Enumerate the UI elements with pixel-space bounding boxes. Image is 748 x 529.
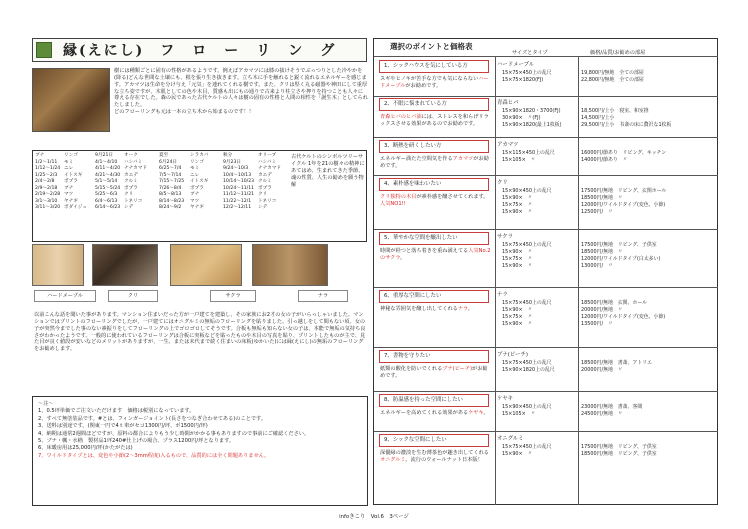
photo-cherry <box>170 244 242 286</box>
calendar-cell: 11/12〜11/21 <box>223 192 255 198</box>
price-row: 18500円/無地 玄関、ホール <box>581 300 648 306</box>
size-list <box>502 108 562 129</box>
column-header-price: 価格/品質/お勧めの部屋 <box>590 50 646 56</box>
calendar-cell: ハシバミ <box>258 159 277 165</box>
row-divider <box>374 431 718 432</box>
size-row: 15×75×1820(FJ) <box>502 76 544 83</box>
calendar-cell: 3/11〜3/20 <box>35 205 61 211</box>
calendar-cell: シデ <box>258 205 268 211</box>
calendar-cell: 2/19〜2/28 <box>35 192 61 198</box>
photo-hard-maple <box>32 244 84 286</box>
note-item: 4、納期は通常2週間ほどですが、原料の都合によりもう少し時間がかかる事もありますので事前にご確認ください。 <box>38 430 310 437</box>
calendar-cell: ナナカマド <box>124 166 147 172</box>
calendar-cell: ボダイジュ <box>64 205 87 211</box>
page-title: 縁(えにし) フ ロ ー リ ン グ <box>63 43 337 59</box>
size-list <box>502 242 552 269</box>
note-item: 5、ブナ・楓・水楢 製材品1坪240#仕上げの場合、プラス1200円/坪となります。 <box>38 437 235 444</box>
calendar-cell: 5/25〜6/3 <box>95 192 118 198</box>
note-item: 1、0.5坪単価でご注文いただけます 価格は税別になっています。 <box>38 408 195 415</box>
calendar-cell: 7/26〜8/4 <box>159 185 182 191</box>
calendar-cell: 6/4〜6/13 <box>95 198 118 204</box>
section-title: 9、シックな空間にしたい <box>379 434 489 447</box>
intro-text <box>114 68 368 116</box>
price-row: 18500円/無地 リビング、子供室 <box>581 450 657 457</box>
photo-oak <box>252 244 328 286</box>
size-row: 15×105× 〃 <box>502 410 536 417</box>
calendar-cell: カエデ <box>124 172 138 178</box>
price-row: 24500円/無地 〃 <box>581 410 623 417</box>
calendar-cell: ヤナギ <box>64 198 78 204</box>
calendar-cell: オリーブ <box>258 153 277 158</box>
column-divider <box>578 56 579 505</box>
calendar-cell: 秋分 <box>223 153 233 158</box>
note-item-highlight: 7、ワイルドタイプとは、変色や小節(2〜3mm程度)入るもので、品質的には全く問題ありません。 <box>38 452 270 459</box>
calendar-cell: 12/2〜12/11 <box>223 205 252 211</box>
price-row: 18500円/無地 〃 <box>581 194 623 201</box>
size-row: 15×75×450上の乱尺 <box>502 70 552 76</box>
size-row: 15×90× 〃 <box>502 194 533 201</box>
price-list <box>581 150 666 164</box>
price-row: 12500円/ 〃 <box>581 208 613 215</box>
price-row: 22,800円/無地 全ての部屋 <box>581 76 644 83</box>
calendar-cell: 3/1〜3/10 <box>35 198 58 204</box>
calendar-cell: トネリコ <box>258 198 277 204</box>
size-row: 15×90× 〃 <box>502 320 533 327</box>
calendar-cell: 9/24〜10/3 <box>223 166 249 172</box>
calendar-cell: イトスギ <box>64 172 83 178</box>
calendar-cell: 5/15〜5/24 <box>95 185 121 191</box>
calendar-cell: リンゴ <box>190 159 204 165</box>
calendar-cell: 10/14〜10/23 <box>223 179 255 185</box>
calendar-cell: 8/24〜9/2 <box>159 205 182 211</box>
calendar-column <box>64 153 87 212</box>
photo-label: サクラ <box>210 290 256 302</box>
note-item: 3、送料は別途です。(関東一円で4ｔ車がセコ1300円/坪、ポ1500円/坪) <box>38 423 208 430</box>
size-row: 15×75×450上の乱尺 <box>502 444 552 450</box>
calendar-cell: 2/4〜2/8 <box>35 179 55 185</box>
size-row: 15×90× 〃 <box>502 262 533 269</box>
calendar-cell: 7/5〜7/14 <box>159 172 182 178</box>
price-row: 12000円/ワイルドタイプ(白太多い) <box>581 255 661 262</box>
price-list <box>581 188 666 215</box>
calendar-cell: 1/12〜1/24 <box>35 166 61 172</box>
size-row: 15×75× 〃 <box>502 255 533 262</box>
wood-name: クリ <box>497 180 508 186</box>
leaf-icon <box>36 42 52 58</box>
calendar-cell: ブナ <box>64 185 74 191</box>
section-title: 4、素朴感を味わいたい <box>379 178 489 191</box>
section-description: スギやヒノキが苦手な方でも気にならないハードメープルがお勧めです。 <box>380 76 489 90</box>
row-divider <box>374 96 718 97</box>
wood-name: ブナ(ビーチ) <box>497 352 528 358</box>
section-description: 神秘な雰囲気を醸し出してくれるナラ。 <box>380 306 473 312</box>
price-row: 18500円/無地 書斎、アトリエ <box>581 360 652 366</box>
size-row: 15×75× 〃 <box>502 313 533 320</box>
note-item: 2、すべて無塗装品です。#とは、フィンガージョイント(長さをつなぎ合わせてある)のことです。 <box>38 415 267 422</box>
calendar-cell: 7/15〜7/25 <box>159 179 185 185</box>
row-divider <box>374 175 718 176</box>
price-list <box>581 242 660 269</box>
price-row: 20000円/無地 〃 <box>581 306 623 313</box>
calendar-cell: ヤナギ <box>190 205 204 211</box>
section-title: 1、シックハウスを気にしている方 <box>379 60 489 73</box>
section-title: 6、重厚な空間にしたい <box>379 290 489 303</box>
price-table-title: 選択のポイントと価格表 <box>390 42 473 51</box>
calendar-note: 古代ケルトのシンボルツリーサイクル 1年を21の樹々の精神にあてはめ、生まれてきた季節、魂の性質、人生の勧めを願う物解 <box>291 154 365 189</box>
calendar-cell: ハシバミ <box>124 159 143 165</box>
price-row: 13000円/ 〃 <box>581 262 613 269</box>
size-row: 15×115×450上の乱尺 <box>502 150 555 156</box>
size-row: 15×75×450上の乱尺 <box>502 300 552 306</box>
price-row: 19,800円/無地 全ての部屋 <box>581 70 644 76</box>
price-list <box>581 108 671 129</box>
price-row: 17500円/無地 リビング、子供室 <box>581 444 657 450</box>
size-row: 15×90× 〃 <box>502 248 533 255</box>
row-divider <box>374 229 718 230</box>
calendar-cell: シデ <box>124 205 134 211</box>
wood-name: ケヤキ <box>497 396 514 402</box>
calendar-column <box>223 153 254 212</box>
calendar-cell: クルミ <box>124 179 138 185</box>
row-divider <box>374 287 718 288</box>
price-list <box>581 404 642 418</box>
column-divider <box>495 56 496 505</box>
calendar-cell: 8/14〜8/23 <box>159 198 185 204</box>
size-row: 15×90× 〃 <box>502 208 533 215</box>
calendar-cell: 4/1〜4/10 <box>95 159 118 165</box>
price-row: 17500円/無地 リビング、玄関ホール <box>581 188 667 194</box>
price-row: 17500円/無地 リビング、子供室 <box>581 242 657 248</box>
size-list <box>502 404 552 418</box>
size-row: 15×90× 〃 <box>502 450 533 457</box>
calendar-cell: 5/1〜5/14 <box>95 179 118 185</box>
calendar-cell: クリ <box>124 192 134 198</box>
calendar-cell: 2/9〜2/18 <box>35 185 58 191</box>
row-divider <box>374 347 718 348</box>
price-row: 20000円/無地 〃 <box>581 366 623 373</box>
size-row: 15×75× 〃 <box>502 201 533 208</box>
photo-label: クリ <box>108 290 158 302</box>
calendar-cell: ブナ <box>190 192 200 198</box>
price-list <box>581 444 657 458</box>
price-row: 12000円/ワイルドタイプ(変色、小節) <box>581 201 666 208</box>
calendar-cell: マツ <box>190 198 200 204</box>
wood-name: 青森ヒバ <box>497 100 519 106</box>
calendar-column <box>159 153 184 212</box>
size-list <box>502 360 555 374</box>
calendar-cell: 10/24〜11/11 <box>223 185 255 191</box>
intro-paragraph: 樹には種類ごとに固有の性格があるようです。例えばアカマツには膝の抜けそうでぶっつりとした冷やかを(降る)どんな世間な土壌にも、根を張り生き抜きます。立ち木に手を触れると鋭く流れるエネルギーを感じます。アカマツは生命を分け与え「元気」を連れてくれる樹です。また、クリは堅く丸る磁器や神田にして重厚な立ち姿ですが、木肌としての色や木目、質感も出にもの通りで古来より柱立さや押りを持つことも人々に尊える存在でした。森の民であった古代ケルトの人々は樹の固有の性格と人間の相性を「誕生木」としてられたしました。 <box>114 68 368 109</box>
price-row: 18500円/無地 〃 <box>581 248 623 255</box>
wood-name: アカマツ <box>497 142 519 148</box>
price-row: 13500円/ 〃 <box>581 320 613 327</box>
price-row: 14,500円/上小 <box>581 114 615 121</box>
price-row: 29,500円/上小 书斎の床に贅沢な1枚板 <box>581 121 672 128</box>
calendar-cell: 4/11〜4/20 <box>95 166 121 172</box>
calendar-cell: ニレ <box>64 166 74 172</box>
calendar-cell: 6/25〜7/4 <box>159 166 182 172</box>
section-title: 7、書物を守りたい <box>379 350 489 363</box>
column-header-size: サイズとタイプ <box>512 50 548 56</box>
wood-name: ナラ <box>497 292 508 298</box>
price-row: 16000円/節あり リビング、キッチン <box>581 150 667 156</box>
notes-box <box>32 396 368 506</box>
calendar-cell: ポプラ <box>124 185 138 191</box>
calendar-cell: ブナ <box>35 153 45 158</box>
calendar-cell: 1/2〜1/11 <box>35 159 58 165</box>
row-divider <box>374 56 718 57</box>
price-list <box>581 300 665 327</box>
intro-closing: どのフローリングも元は一本の立ち木から始まるのです！！ <box>114 109 254 116</box>
size-row: 15×75×450上の乱尺 <box>502 242 552 248</box>
notes-heading: 〜注〜 <box>38 401 54 407</box>
section-description: 青森ヒバのヒバ油には、ストレスを和らげリラックスさせる効果があるのでお勧めです。 <box>380 114 489 128</box>
price-list <box>581 70 644 84</box>
calendar-cell: ポプラ <box>258 185 272 191</box>
calendar-cell: イトスギ <box>190 179 209 185</box>
note-item: 6、床暖房用は25,000円/坪(かたがたは) <box>38 445 133 452</box>
section-description: エネルギー満たた空間気を作るアカマツがお勧めです。 <box>380 156 489 170</box>
row-divider <box>374 391 718 392</box>
section-description: エネルギーを高めてくれる効果があるケヤキ。 <box>380 410 489 416</box>
size-row: 15×105× 〃 <box>502 156 536 163</box>
calendar-cell: モミ <box>190 166 200 172</box>
price-list <box>581 360 652 374</box>
calendar-cell: 9月21日 <box>95 153 113 158</box>
calendar-cell: 9月23日 <box>223 159 241 165</box>
calendar-cell: 夏至 <box>159 153 169 158</box>
photo-chestnut <box>92 244 158 286</box>
calendar-cell: ポプラ <box>190 185 204 191</box>
calendar-cell: ナナカマド <box>258 166 281 172</box>
calendar-cell: 8/5〜8/13 <box>159 192 182 198</box>
size-row: 15×90×450上の乱尺 <box>502 404 552 410</box>
calendar-cell: マツ <box>64 192 74 198</box>
section-title: 2、不眠に悩まれている方 <box>379 98 489 111</box>
wood-photo <box>32 68 110 132</box>
calendar-cell: 10/4〜10/13 <box>223 172 252 178</box>
calendar-cell: リンゴ <box>64 153 78 158</box>
story-text: 以前こんな話を聞いた事があります。マンション住まいだった方が一戸建てを建築し、その家族にお2才の女の子がいらっしゃいました。マンションではプリントのフローリングでしたが、一戸建てにはオニグルミの無垢のフローリングを貼りました。引っ越しをして間もない頃、女の子が突然今までした事のない素振りをしてフローリングの上でゴロゴロしてそうです。合板も無垢も知らない女の子は、本能で無垢の気持ち良さがわかったようです。一般的に使われているフローリングは合板に突板などを貼ったものや木目の写真を貼り、プリントしたものが主で、見た目が良く値段が安いなどのメリットがありますが、一生、または末代まで続く住まいの床板(ゆかいた)には縁(えにし)の無垢のフローリングをお勧めします。 <box>34 312 366 353</box>
section-title: 5、華やかな空間を醸出したい <box>379 232 489 245</box>
size-row: 15×90×1820・3700(FJ) <box>502 108 561 114</box>
wood-name: ハードメープル <box>497 62 535 68</box>
celtic-tree-calendar <box>32 150 367 242</box>
calendar-cell: 1/25〜2/3 <box>35 172 58 178</box>
calendar-cell: 6/14〜6/23 <box>95 205 121 211</box>
calendar-cell: ニレ <box>190 172 200 178</box>
wood-name: オニグルミ <box>497 436 524 442</box>
calendar-column <box>258 153 281 212</box>
section-title: 8、防温感を持った空間にしたい <box>379 394 489 407</box>
calendar-cell: ポプラ <box>64 179 78 185</box>
price-row: 18,500円/上小 寝室、和室推 <box>581 108 649 114</box>
calendar-column <box>124 153 147 212</box>
calendar-cell: カエデ <box>258 172 272 178</box>
price-row: 23000円/無地 書斎、客間 <box>581 404 643 410</box>
price-row: 14000円/節あり 〃 <box>581 156 628 163</box>
calendar-cell: クリ <box>258 192 268 198</box>
calendar-column <box>35 153 60 212</box>
calendar-cell: モミ <box>64 159 74 165</box>
photo-label: ハードメープル <box>34 290 96 302</box>
calendar-cell: クルミ <box>258 179 272 185</box>
size-row: 15×90×1820(最上1枚板) <box>502 121 562 128</box>
size-row: 15×90×1820上の乱尺 <box>502 366 555 373</box>
calendar-column <box>95 153 120 212</box>
calendar-column <box>190 153 208 212</box>
calendar-cell: 11/22〜12/1 <box>223 198 252 204</box>
size-list <box>502 300 552 327</box>
section-title: 3、断熱を研くしたい方 <box>379 140 489 153</box>
section-description: クリ独特の木目が素朴感を醸させてくれます。人気NO1!! <box>380 194 489 208</box>
section-description: 紙類の酸化を防いでくれるブナ(ビーチ)がお勧めです。 <box>380 366 488 380</box>
section-description: 深優縁の濃淡を生む薄茶色が趣き出してくれるオニグルミ。流行のウォールナット日本版！ <box>380 450 489 464</box>
size-row: 15×75×450上の乱尺 <box>502 360 552 366</box>
size-list <box>502 444 552 458</box>
wood-name: サクラ <box>497 234 513 240</box>
size-row: 15×90× 〃 <box>502 306 533 313</box>
calendar-cell: シラカバ <box>190 153 209 158</box>
size-list <box>502 150 555 164</box>
calendar-cell: 6月24日 <box>159 159 177 165</box>
calendar-cell: オーク <box>124 153 138 158</box>
size-row: 15×90×450上の乱尺 <box>502 188 552 194</box>
calendar-cell: トネリコ <box>124 198 143 204</box>
row-divider <box>374 137 718 138</box>
photo-label: ナラ <box>298 290 348 302</box>
size-list <box>502 70 552 84</box>
page-footer: infoきこり Vol.6 3ページ <box>339 514 409 520</box>
size-row: 30×90× 〃(FJ) <box>502 114 541 121</box>
calendar-cell: 4/21〜4/30 <box>95 172 121 178</box>
price-row: 12000円/ワイルドタイプ(変色、小節) <box>581 313 666 320</box>
size-list <box>502 188 552 215</box>
section-description: 時間が経つと落ち着きを重ね満えてる人気No.2のサクラ。 <box>380 248 491 262</box>
page-title-box <box>32 38 367 62</box>
